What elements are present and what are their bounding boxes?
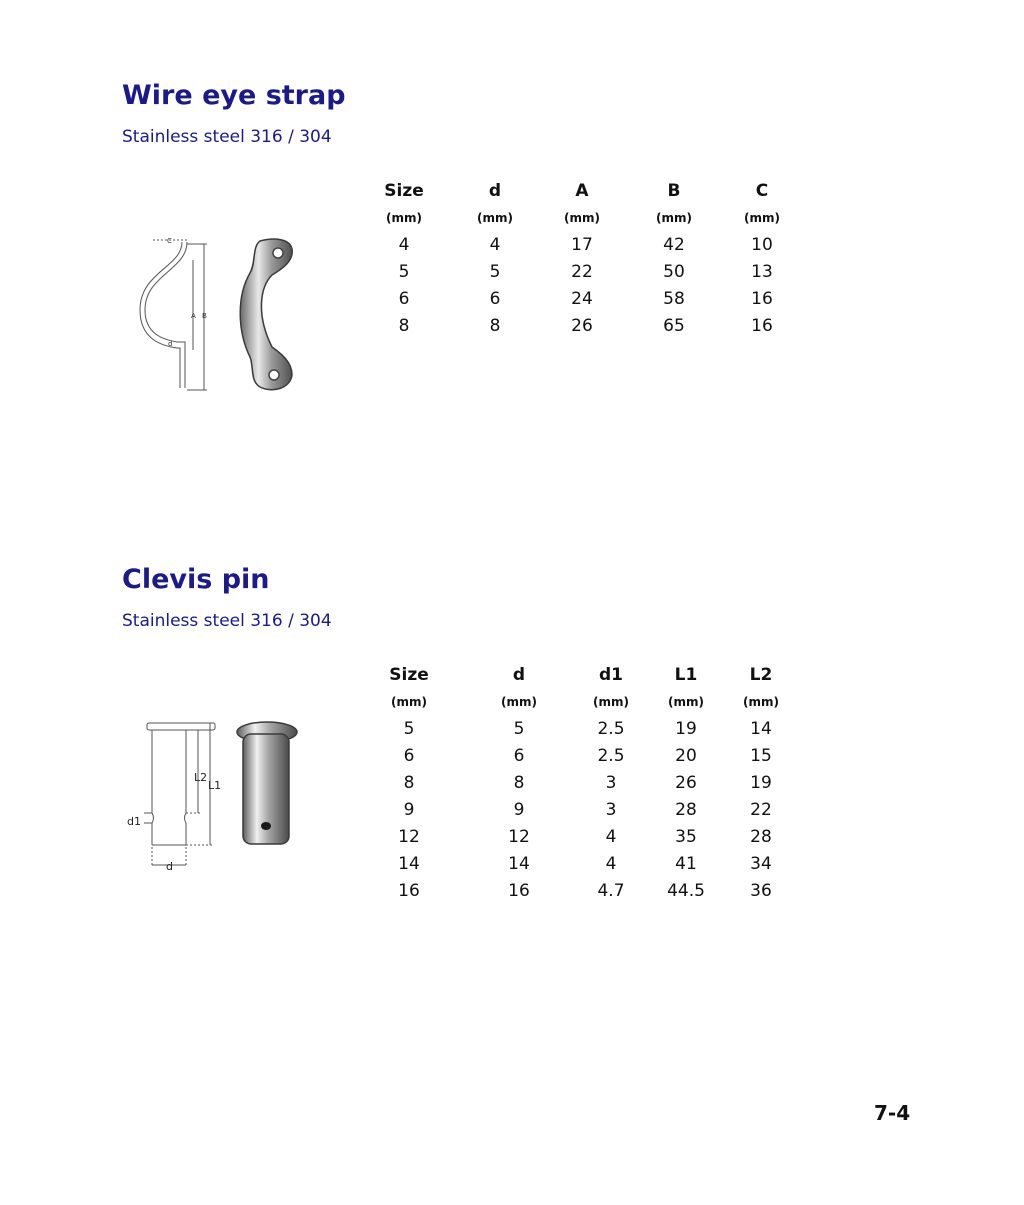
table-cell: 3 [605,800,617,820]
table-cell: 14 [508,854,530,874]
column-header: d [488,181,502,201]
table-cell: 44.5 [667,881,705,901]
table-cell: 65 [663,316,685,336]
table-cell: 16 [751,316,773,336]
table-cell: 6 [403,746,415,766]
dim-label-d: d [168,340,173,348]
table-cell: 2.5 [597,746,625,766]
section-title-clevis-pin: Clevis pin [122,564,270,595]
wire-eye-strap-photo [230,235,300,399]
unit-label: (mm) [501,695,537,709]
clevis-pin-photo [235,718,305,862]
table-cell: 2.5 [597,719,625,739]
table-cell: 26 [571,316,593,336]
column-header: B [667,181,681,201]
column-header: Size [389,665,429,685]
table-cell: 24 [571,289,593,309]
table-cell: 5 [403,719,415,739]
table-cell: 15 [750,746,772,766]
column-header: Size [384,181,424,201]
table-cell: 6 [513,746,525,766]
table-cell: 6 [398,289,410,309]
table-cell: 5 [513,719,525,739]
table-cell: 4 [489,235,501,255]
table-cell: 4 [398,235,410,255]
unit-label: (mm) [744,211,780,225]
table-cell: 36 [750,881,772,901]
table-cell: 8 [398,316,410,336]
table-cell: 5 [489,262,501,282]
table-cell: 6 [489,289,501,309]
table-cell: 9 [513,800,525,820]
table-cell: 34 [750,854,772,874]
column-header: d1 [599,665,623,685]
table-cell: 8 [403,773,415,793]
wire-eye-strap-spec-table [360,181,800,341]
table-cell: 19 [675,719,697,739]
unit-label: (mm) [668,695,704,709]
dim-label-a: A [191,312,196,320]
table-cell: 17 [571,235,593,255]
table-cell: 5 [398,262,410,282]
table-cell: 4 [605,854,617,874]
unit-label: (mm) [391,695,427,709]
dim-label-b: B [202,312,207,320]
table-cell: 16 [751,289,773,309]
column-header: A [575,181,589,201]
table-cell: 14 [750,719,772,739]
table-cell: 50 [663,262,685,282]
table-cell: 3 [605,773,617,793]
table-cell: 28 [750,827,772,847]
table-cell: 4.7 [597,881,625,901]
unit-label: (mm) [386,211,422,225]
table-cell: 16 [398,881,420,901]
unit-label: (mm) [564,211,600,225]
column-header: d [512,665,526,685]
section-title-wire-eye-strap: Wire eye strap [122,80,346,111]
section-subtitle-clevis-pin: Stainless steel 316 / 304 [122,611,332,631]
table-cell: 26 [675,773,697,793]
section-subtitle-wire-eye-strap: Stainless steel 316 / 304 [122,127,332,147]
dim-label-d1: d1 [127,815,141,828]
table-cell: 4 [605,827,617,847]
page-number: 7-4 [874,1101,911,1125]
table-cell: 14 [398,854,420,874]
table-cell: 8 [513,773,525,793]
table-cell: 12 [508,827,530,847]
unit-label: (mm) [593,695,629,709]
dim-label-l2: L2 [194,771,208,784]
table-cell: 28 [675,800,697,820]
unit-label: (mm) [477,211,513,225]
column-header: L1 [674,665,698,685]
column-header: C [755,181,769,201]
dim-label-c: C [167,237,172,245]
table-cell: 58 [663,289,685,309]
table-cell: 16 [508,881,530,901]
table-cell: 10 [751,235,773,255]
table-cell: 42 [663,235,685,255]
unit-label: (mm) [656,211,692,225]
table-cell: 8 [489,316,501,336]
unit-label: (mm) [743,695,779,709]
table-cell: 12 [398,827,420,847]
table-cell: 20 [675,746,697,766]
table-cell: 22 [571,262,593,282]
clevis-pin-spec-table [360,665,800,910]
dim-label-d: d [166,860,173,873]
table-cell: 19 [750,773,772,793]
clevis-pin-diagram [122,715,222,879]
dim-label-l1: L1 [208,779,222,792]
table-cell: 41 [675,854,697,874]
column-header: L2 [749,665,773,685]
table-cell: 35 [675,827,697,847]
wire-eye-strap-diagram [135,230,225,399]
table-cell: 13 [751,262,773,282]
table-cell: 9 [403,800,415,820]
table-cell: 22 [750,800,772,820]
